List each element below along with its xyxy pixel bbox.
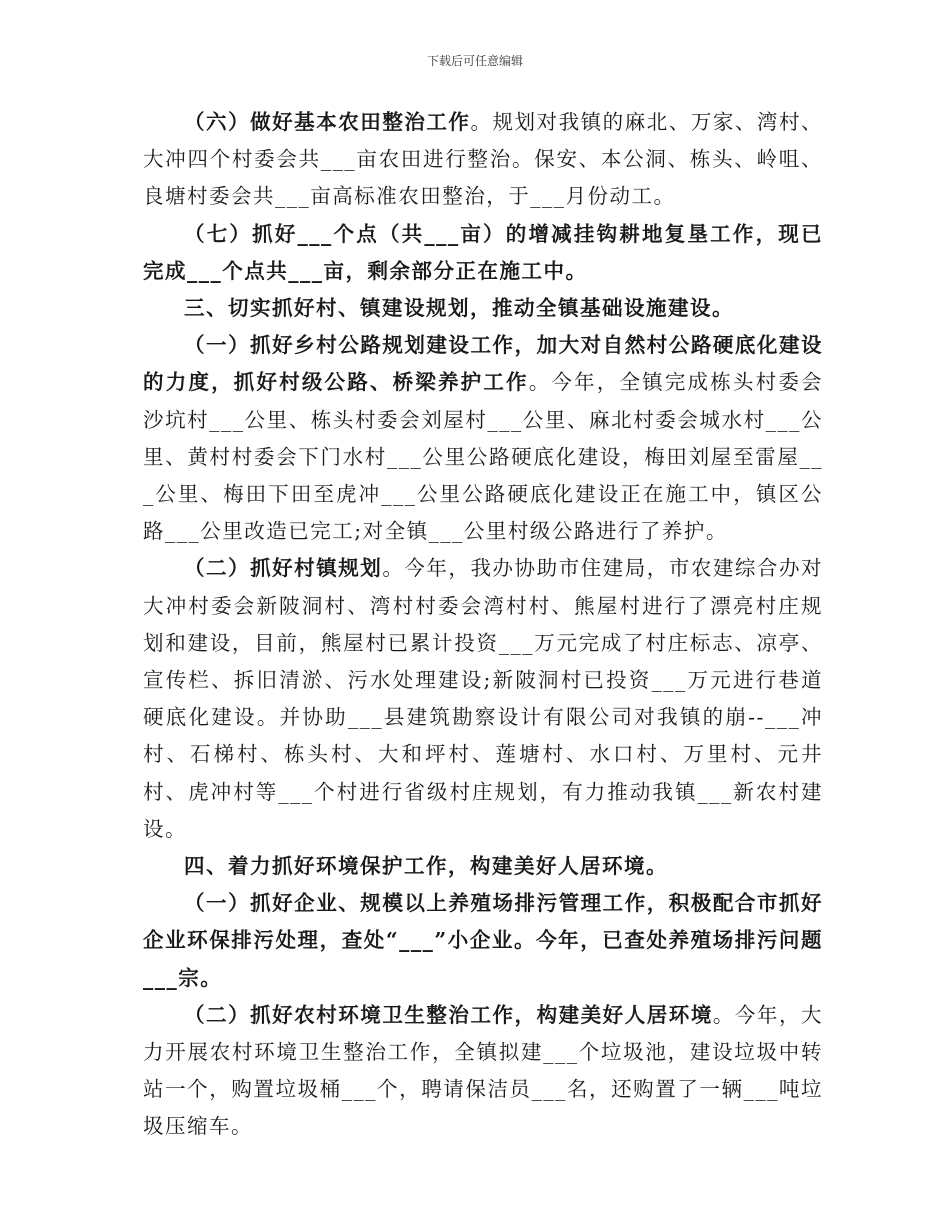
page-header-note: 下载后可任意编辑: [426, 54, 523, 68]
paragraph-lead: （一）抓好企业、规模以上养殖场排污管理工作，积极配合市抓好企业环保排污处理，查处“___”小企业。今年，已查处养殖场排污问题___宗。: [143, 891, 823, 990]
paragraph-seven: [143, 216, 823, 290]
section-heading-four: [143, 848, 823, 885]
paragraph-rural-sanitation: [143, 997, 823, 1146]
paragraph-text: 。今年，全镇完成栋头村委会沙坑村___公里、栋头村委会刘屋村___公里、麻北村委会城水村___公里、黄村村委会下门水村___公里公路硬底化建设，梅田刘屋至雷屋___公里、梅田下田至虎冲___公里公路硬底化建设正在施工中，镇区公路___公里改造已完工;对全镇___公里村级公路进行了养护。: [143, 370, 824, 544]
paragraph-lead: （七）抓好___个点（共___亩）的增减挂钩耕地复垦工作，现已完成___个点共___亩，剩余部分正在施工中。: [143, 221, 823, 283]
section-heading-text: 三、切实抓好村、镇建设规划，推动全镇基础设施建设。: [184, 296, 734, 321]
paragraph-lead: （二）抓好村镇规划: [184, 556, 383, 581]
paragraph-village-planning: [143, 550, 823, 848]
paragraph-lead: （二）抓好农村环境卫生整治工作，构建美好人居环境: [184, 1002, 713, 1027]
paragraph-text: 。今年，我办协助市住建局，市农建综合办对大冲村委会新陂洞村、湾村村委会湾村村、熊屋村进行了漂亮村庄规划和建设，目前，熊屋村已累计投资___万元完成了村庄标志、凉亭、宣传栏、拆旧清淤、污水处理建设;新陂洞村已投资___万元进行巷道硬底化建设。并协助___县建筑勘察设计有限公司对我镇的崩--___冲村、石梯村、栋头村、大和坪村、莲塘村、水口村、万里村、元井村、虎冲村等___个村进行省级村庄规划，有力推动我镇___新农村建设。: [143, 556, 824, 841]
document-body: [143, 104, 823, 1146]
paragraph-text: 。今年，大力开展农村环境卫生整治工作，全镇拟建___个垃圾池，建设垃圾中转站一个，购置垃圾桶___个，聘请保洁员___名，还购置了一辆___吨垃圾压缩车。: [143, 1002, 824, 1139]
paragraph-text: 。规划对我镇的麻北、万家、湾村、大冲四个村委会共___亩农田进行整治。保安、本公洞、栋头、岭咀、良塘村委会共___亩高标准农田整治，于___月份动工。: [143, 110, 824, 209]
paragraph-rural-roads: [143, 327, 823, 550]
section-heading-text: 四、着力抓好环境保护工作，构建美好人居环境。: [184, 854, 668, 879]
paragraph-lead: （六）做好基本农田整治工作: [184, 110, 471, 134]
paragraph-lead: （一）抓好乡村公路规划建设工作，加大对自然村公路硬底化建设的力度，抓好村级公路、桥梁养护工作: [143, 333, 823, 395]
section-heading-three: [143, 290, 823, 327]
paragraph-pollution-management: [143, 885, 823, 997]
paragraph-six: [143, 104, 823, 216]
